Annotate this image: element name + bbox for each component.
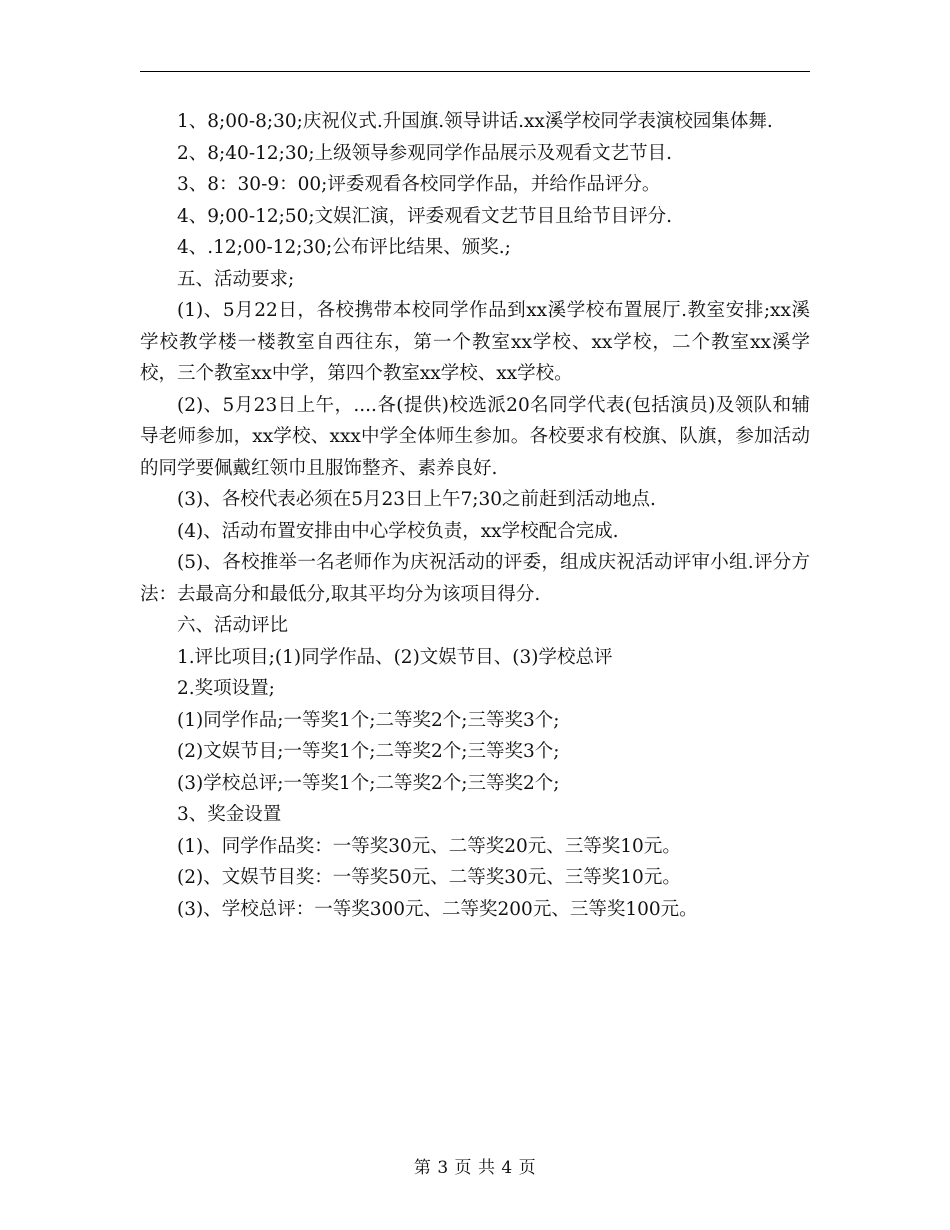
- section-heading-evaluation: 六、活动评比: [177, 615, 289, 636]
- page-number-footer: 第 3 页 共 4 页: [413, 1158, 537, 1178]
- paragraph-evaluation-items: 1.评比项目;(1)同学作品、(2)文娱节目、(3)学校总评: [177, 646, 613, 668]
- paragraph-schedule-3: 3、8：30-9：00;评委观看各校同学作品，并给作品评分。: [177, 174, 661, 195]
- paragraph-award-school: (3)学校总评;一等奖1个;二等奖2个;三等奖2个;: [177, 772, 560, 794]
- document-body: [140, 106, 810, 925]
- paragraph-requirement-2: (2)、5月23日上午，....各(提供)校选派20名同学代表(包括演员)及领队和辅导老师参加，xx学校、xxx中学全体师生参加。各校要求有校旗、队旗，参加活动的同学要佩戴红领巾且服饰整齐、素养良好.: [140, 394, 810, 479]
- paragraph-schedule-4: 4、9;00-12;50;文娱汇演，评委观看文艺节目且给节目评分.: [177, 205, 672, 227]
- paragraph-requirement-5: (5)、各校推举一名老师作为庆祝活动的评委，组成庆祝活动评审小组.评分方法：去最高分和最低分,取其平均分为该项目得分.: [140, 552, 810, 605]
- paragraph-award-setup: 2.奖项设置;: [177, 678, 275, 699]
- paragraph-prize-setup: 3、奖金设置: [177, 804, 282, 825]
- paragraph-requirement-1: (1)、5月22日，各校携带本校同学作品到xx溪学校布置展厅.教室安排;xx溪学校教学楼一楼教室自西往东，第一个教室xx学校、xx学校，二个教室xx溪学校，三个教室xx中学，第四个教室xx学校、xx学校。: [140, 300, 810, 384]
- section-heading-requirements: 五、活动要求;: [177, 268, 295, 290]
- paragraph-requirement-3: (3)、各校代表必须在5月23日上午7;30之前赶到活动地点.: [177, 489, 656, 510]
- paragraph-prize-works: (1)、同学作品奖：一等奖30元、二等奖20元、三等奖10元。: [177, 835, 681, 857]
- paragraph-schedule-5: 4、.12;00-12;30;公布评比结果、颁奖.;: [177, 237, 511, 258]
- paragraph-requirement-4: (4)、活动布置安排由中心学校负责，xx学校配合完成.: [177, 520, 619, 542]
- paragraph-schedule-2: 2、8;40-12;30;上级领导参观同学作品展示及观看文艺节目.: [177, 142, 672, 164]
- header-rule: [140, 71, 810, 72]
- paragraph-award-works: (1)同学作品;一等奖1个;二等奖2个;三等奖3个;: [177, 709, 560, 731]
- paragraph-prize-school: (3)、学校总评：一等奖300元、二等奖200元、三等奖100元。: [177, 898, 698, 920]
- paragraph-prize-performance: (2)、文娱节目奖：一等奖50元、二等奖30元、三等奖10元。: [177, 867, 681, 888]
- paragraph-award-performance: (2)文娱节目;一等奖1个;二等奖2个;三等奖3个;: [177, 741, 560, 762]
- paragraph-schedule-1: 1、8;00-8;30;庆祝仪式.升国旗.领导讲话.xx溪学校同学表演校园集体舞.: [177, 111, 773, 132]
